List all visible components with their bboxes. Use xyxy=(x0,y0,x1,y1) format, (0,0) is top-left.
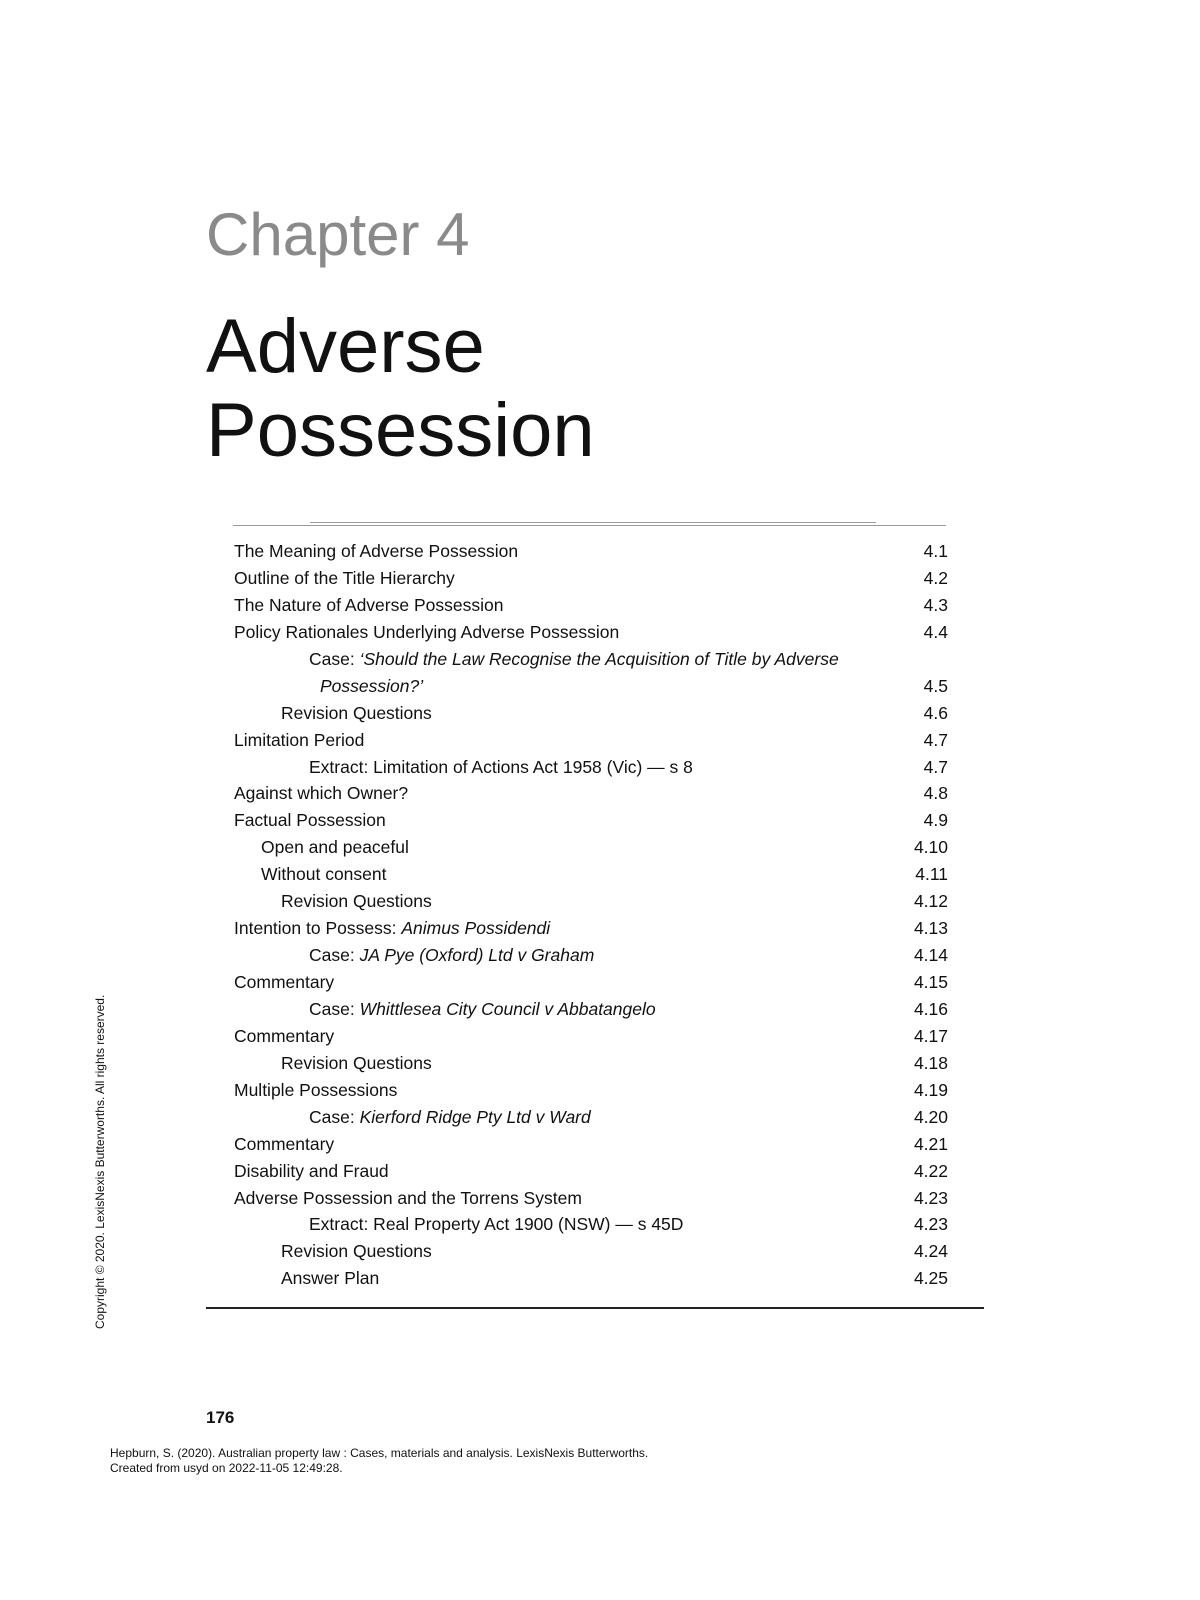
toc-entry-label xyxy=(320,673,423,700)
toc-entry-label: The Meaning of Adverse Possession xyxy=(234,541,519,561)
toc-entry-label: Against which Owner? xyxy=(234,783,409,804)
toc-entry-label xyxy=(309,996,656,1023)
toc-entry-label: Revision Questions xyxy=(281,1052,432,1073)
toc-entry-number: 4.2 xyxy=(923,567,948,588)
toc-row[interactable] xyxy=(234,538,948,565)
toc-entry-label xyxy=(234,915,550,942)
toc-top-rule-inner xyxy=(310,522,876,523)
toc-entry-label xyxy=(309,942,594,969)
chapter-title-line-2: Possession xyxy=(206,388,595,473)
toc-entry-number: 4.6 xyxy=(923,702,948,723)
toc-entry-label: Multiple Possessions xyxy=(234,1079,398,1100)
toc-entry-label: Extract: Real Property Act 1900 (NSW) — s 45D xyxy=(309,1214,684,1235)
toc-row[interactable] xyxy=(234,646,948,673)
toc-entry-case-name: ‘Should the Law Recognise the Acquisition of Title by Adverse xyxy=(359,648,839,669)
toc-row[interactable] xyxy=(234,700,948,727)
toc-entry-label: Answer Plan xyxy=(281,1268,380,1289)
toc-entry-number: 4.8 xyxy=(923,783,948,804)
citation-line-2: Created from usyd on 2022-11-05 12:49:28. xyxy=(110,1461,343,1475)
toc-row[interactable] xyxy=(234,807,948,834)
toc-entry-number: 4.11 xyxy=(915,864,948,885)
toc-entry-number: 4.17 xyxy=(913,1025,948,1046)
toc-entry-label xyxy=(309,1104,591,1131)
toc-row[interactable] xyxy=(234,780,948,807)
table-of-contents xyxy=(234,538,948,1292)
toc-entry-prefix: Intention to Possess: xyxy=(234,918,402,939)
toc-entry-number: 4.7 xyxy=(923,729,948,750)
toc-row[interactable] xyxy=(234,673,948,700)
toc-entry-number: 4.19 xyxy=(913,1079,948,1100)
toc-entry-number: 4.24 xyxy=(913,1241,948,1262)
copyright-notice: Copyright © 2020. LexisNexis Butterworths. All rights reserved. xyxy=(93,994,107,1329)
toc-row[interactable] xyxy=(234,888,948,915)
toc-top-rule-outer xyxy=(233,525,946,526)
toc-row[interactable] xyxy=(234,565,948,592)
toc-entry-label: Revision Questions xyxy=(281,891,432,912)
toc-entry-label: Factual Possession xyxy=(234,810,386,831)
toc-entry-label: Disability and Fraud xyxy=(234,1160,389,1181)
toc-row[interactable] xyxy=(234,915,948,942)
toc-entry-number: 4.20 xyxy=(913,1106,948,1127)
toc-row[interactable] xyxy=(234,1104,948,1131)
toc-entry-label: Limitation Period xyxy=(234,729,365,750)
toc-entry-label: Commentary xyxy=(234,972,335,992)
toc-row[interactable] xyxy=(234,1050,948,1077)
toc-entry-label: Commentary xyxy=(234,1025,335,1046)
toc-entry-number: 4.13 xyxy=(913,918,948,939)
toc-entry-number: 4.23 xyxy=(913,1187,948,1208)
toc-entry-number: 4.10 xyxy=(913,837,948,858)
toc-row[interactable] xyxy=(234,942,948,969)
toc-row[interactable] xyxy=(234,619,948,646)
citation-line-1: Hepburn, S. (2020). Australian property law : Cases, materials and analysis. LexisNexis Butterworths. xyxy=(110,1446,649,1460)
toc-row[interactable] xyxy=(234,592,948,619)
toc-entry-number: 4.16 xyxy=(913,998,948,1019)
toc-entry-prefix: Case: xyxy=(309,648,360,669)
page-number: 176 xyxy=(206,1408,235,1427)
toc-row[interactable] xyxy=(234,754,948,781)
toc-entry-label: Adverse Possession and the Torrens System xyxy=(234,1187,582,1208)
toc-row[interactable] xyxy=(234,996,948,1023)
toc-entry-number: 4.3 xyxy=(923,594,948,615)
toc-row[interactable] xyxy=(234,834,948,861)
toc-entry-number: 4.1 xyxy=(923,541,948,561)
toc-entry-number: 4.5 xyxy=(923,675,948,696)
toc-entry-number: 4.22 xyxy=(913,1160,948,1181)
toc-row[interactable] xyxy=(234,1077,948,1104)
toc-row[interactable] xyxy=(234,1158,948,1185)
toc-entry-label: Without consent xyxy=(261,864,387,885)
toc-entry-label: The Nature of Adverse Possession xyxy=(234,594,504,615)
toc-entry-case-name: Whittlesea City Council v Abbatangelo xyxy=(359,998,656,1019)
chapter-label: Chapter 4 xyxy=(206,201,470,268)
toc-row[interactable] xyxy=(234,1185,948,1212)
toc-entry-latin-term: Animus Possidendi xyxy=(401,918,551,939)
toc-entry-number: 4.15 xyxy=(913,972,948,992)
toc-row[interactable] xyxy=(234,1023,948,1050)
toc-row[interactable] xyxy=(234,727,948,754)
toc-entry-number: 4.7 xyxy=(923,756,948,777)
toc-entry-prefix: Case: xyxy=(309,1106,360,1127)
toc-row[interactable] xyxy=(234,1211,948,1238)
toc-entry-label: Commentary xyxy=(234,1133,335,1154)
toc-entry-case-name: Possession?’ xyxy=(320,675,424,696)
toc-entry-number: 4.9 xyxy=(923,810,948,831)
chapter-title xyxy=(206,305,595,473)
toc-entry-label: Open and peaceful xyxy=(261,837,409,858)
toc-entry-number: 4.23 xyxy=(913,1214,948,1235)
toc-entry-label: Extract: Limitation of Actions Act 1958 (Vic) — s 8 xyxy=(309,756,693,777)
toc-entry-number: 4.14 xyxy=(913,945,948,966)
toc-entry-label: Revision Questions xyxy=(281,1241,432,1262)
toc-entry-label xyxy=(309,646,839,673)
toc-entry-number: 4.12 xyxy=(913,891,948,912)
toc-entry-number: 4.4 xyxy=(923,621,948,642)
toc-row[interactable] xyxy=(234,969,948,996)
citation-footer xyxy=(110,1446,648,1476)
toc-entry-label: Policy Rationales Underlying Adverse Possession xyxy=(234,621,620,642)
toc-entry-label: Outline of the Title Hierarchy xyxy=(234,567,455,588)
chapter-title-line-1: Adverse xyxy=(206,304,485,389)
toc-entry-prefix: Case: xyxy=(309,998,360,1019)
toc-bottom-rule xyxy=(206,1307,984,1309)
toc-row[interactable] xyxy=(234,1131,948,1158)
toc-row[interactable] xyxy=(234,861,948,888)
toc-entry-case-name: JA Pye (Oxford) Ltd v Graham xyxy=(359,945,595,966)
toc-entry-case-name: Kierford Ridge Pty Ltd v Ward xyxy=(359,1106,591,1127)
toc-entry-prefix: Case: xyxy=(309,945,360,966)
toc-row[interactable] xyxy=(234,1265,948,1292)
toc-entry-number: 4.18 xyxy=(913,1052,948,1073)
toc-entry-number: 4.25 xyxy=(913,1268,948,1289)
toc-entry-number: 4.21 xyxy=(913,1133,948,1154)
toc-entry-label: Revision Questions xyxy=(281,702,432,723)
toc-row[interactable] xyxy=(234,1238,948,1265)
